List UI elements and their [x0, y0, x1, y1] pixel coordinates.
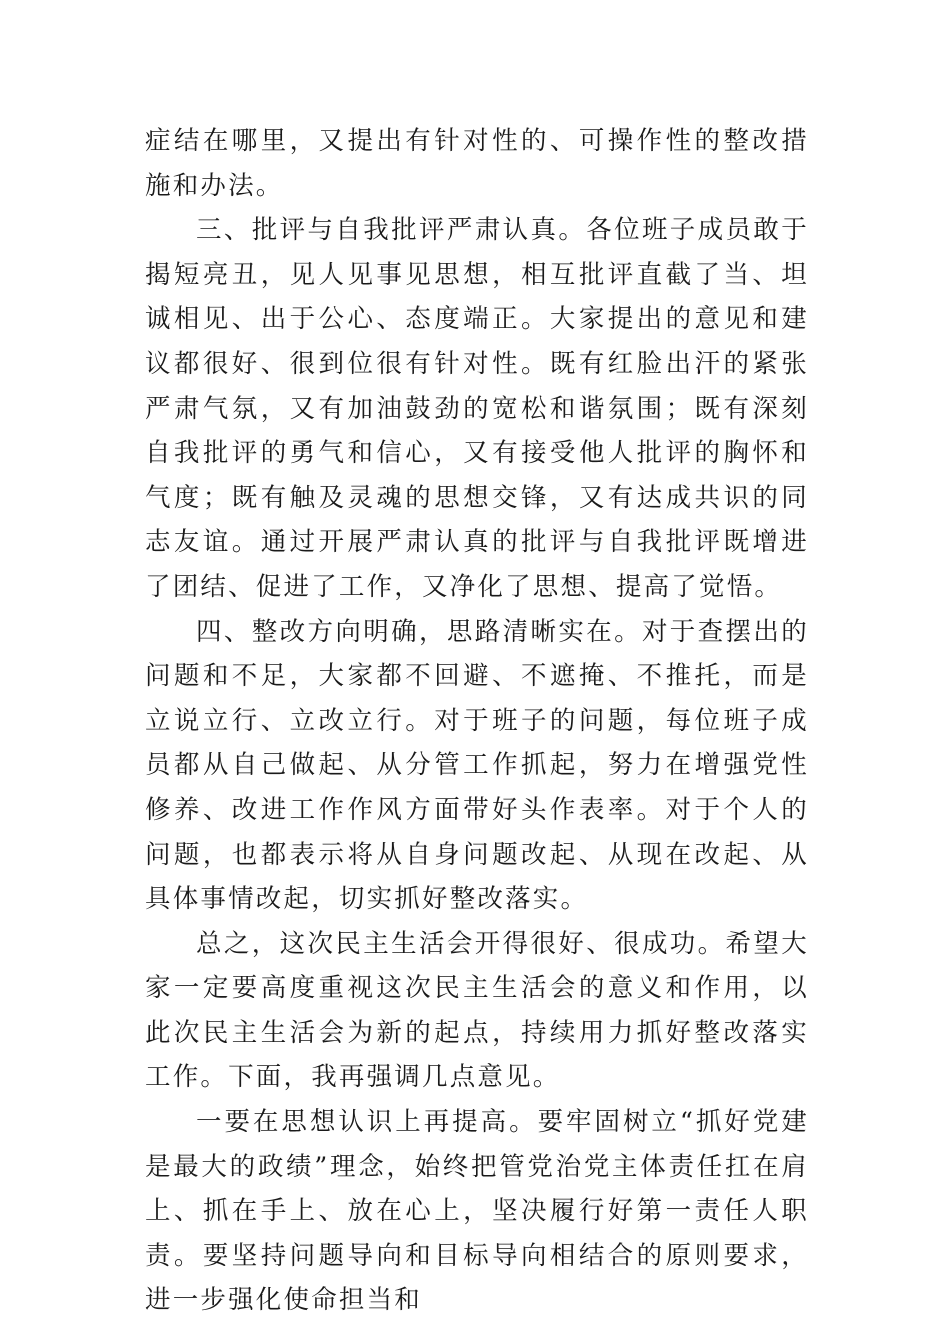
paragraph-criticism: 三、批评与自我批评严肃认真。各位班子成员敢于揭短亮丑，见人见事见思想，相互批评直截了当、坦诚相见、出于公心、态度端正。大家提出的意见和建议都很好、很到位很有针对性。既有红脸出汗的紧张严肃气氛，又有加油鼓劲的宽松和谐氛围；既有深刻自我批评的勇气和信心，又有接受他人批评的胸怀和气度；既有触及灵魂的思想交锋，又有达成共识的同志友谊。通过开展严肃认真的批评与自我批评既增进了团结、促进了工作，又净化了思想、提高了觉悟。 — [145, 215, 809, 602]
paragraph-continuation: 症结在哪里，又提出有针对性的、可操作性的整改措施和办法。 — [145, 126, 809, 201]
paragraph-summary: 总之，这次民主生活会开得很好、很成功。希望大家一定要高度重视这次民主生活会的意义和作用，以此次民主生活会为新的起点，持续用力抓好整改落实工作。下面，我再强调几点意见。 — [145, 928, 809, 1093]
paragraph-rectification: 四、整改方向明确，思路清晰实在。对于查摆出的问题和不足，大家都不回避、不遮掩、不推托，而是立说立行、立改立行。对于班子的问题，每位班子成员都从自己做起、从分管工作抓起，努力在增强党性修养、改进工作作风方面带好头作表率。对于个人的问题，也都表示将从自身问题改起、从现在改起、从具体事情改起，切实抓好整改落实。 — [145, 616, 809, 915]
paragraph-thinking: 一要在思想认识上再提高。要牢固树立“抓好党建是最大的政绩”理念，始终把管党治党主体责任扛在肩上、抓在手上、放在心上，坚决履行好第一责任人职责。要坚持问题导向和目标导向相结合的原则要求，进一步强化使命担当和 — [145, 1107, 809, 1316]
document-body — [145, 119, 809, 1323]
